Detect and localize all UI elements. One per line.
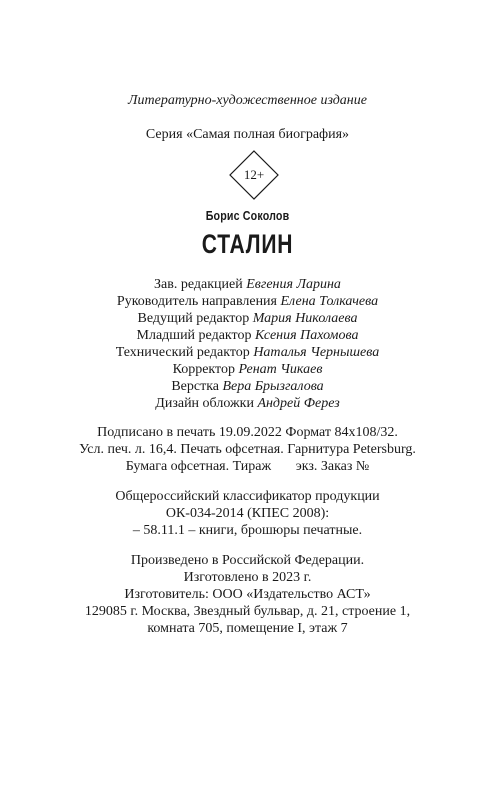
publisher-line: Изготовлено в 2023 г. <box>183 570 312 585</box>
staff-role: Ведущий редактор <box>137 311 250 326</box>
staff-person: Наталья Чернышева <box>253 345 380 360</box>
staff-person: Мария Николаева <box>252 311 358 326</box>
publisher-line: Произведено в Российской Федерации. <box>130 553 365 568</box>
staff-line <box>0 310 495 327</box>
staff-person: Евгения Ларина <box>246 277 341 292</box>
classifier-line: – 58.11.1 – книги, брошюры печатные. <box>132 523 363 538</box>
staff-line <box>0 344 495 361</box>
author-name: Борис Соколов <box>205 208 290 223</box>
staff-person: Вера Брызгалова <box>222 379 324 394</box>
staff-person: Ренат Чикаев <box>238 362 323 377</box>
staff-line <box>0 378 495 395</box>
staff-role: Зав. редакцией <box>154 277 243 292</box>
print-info-line: Подписано в печать 19.09.2022 Формат 84x108/32. <box>97 425 398 440</box>
staff-role: Младший редактор <box>136 328 252 343</box>
age-rating-label: 12+ <box>243 167 265 182</box>
staff-line <box>0 327 495 344</box>
print-info-line: Бумага офсетная. Тираж экз. Заказ № <box>125 459 370 474</box>
staff-role: Корректор <box>172 362 235 377</box>
staff-role: Верстка <box>171 379 219 394</box>
series-name: Серия «Самая полная биография» <box>145 127 350 142</box>
staff-role: Дизайн обложки <box>155 396 254 411</box>
staff-person: Елена Толкачева <box>280 294 379 309</box>
publisher-line: Изготовитель: ООО «Издательство АСТ» <box>124 587 371 602</box>
print-info-line: Усл. печ. л. 16,4. Печать офсетная. Гарнитура Petersburg. <box>79 442 416 457</box>
staff-person: Андрей Ферез <box>257 396 340 411</box>
edition-type: Литературно-художественное издание <box>128 93 367 108</box>
staff-role: Технический редактор <box>115 345 250 360</box>
staff-role: Руководитель направления <box>116 294 277 309</box>
staff-line <box>0 395 495 412</box>
staff-line <box>0 293 495 310</box>
publisher-line: комната 705, помещение I, этаж 7 <box>147 621 348 636</box>
staff-person: Ксения Пахомова <box>254 328 359 343</box>
classifier-line: Общероссийский классификатор продукции <box>115 489 380 504</box>
classifier-line: ОК-034-2014 (КПЕС 2008): <box>165 506 330 521</box>
book-title: СТАЛИН <box>201 229 294 259</box>
staff-line <box>0 276 495 293</box>
staff-line <box>0 361 495 378</box>
publisher-line: 129085 г. Москва, Звездный бульвар, д. 21, строение 1, <box>84 604 411 619</box>
age-rating-badge <box>229 150 279 200</box>
